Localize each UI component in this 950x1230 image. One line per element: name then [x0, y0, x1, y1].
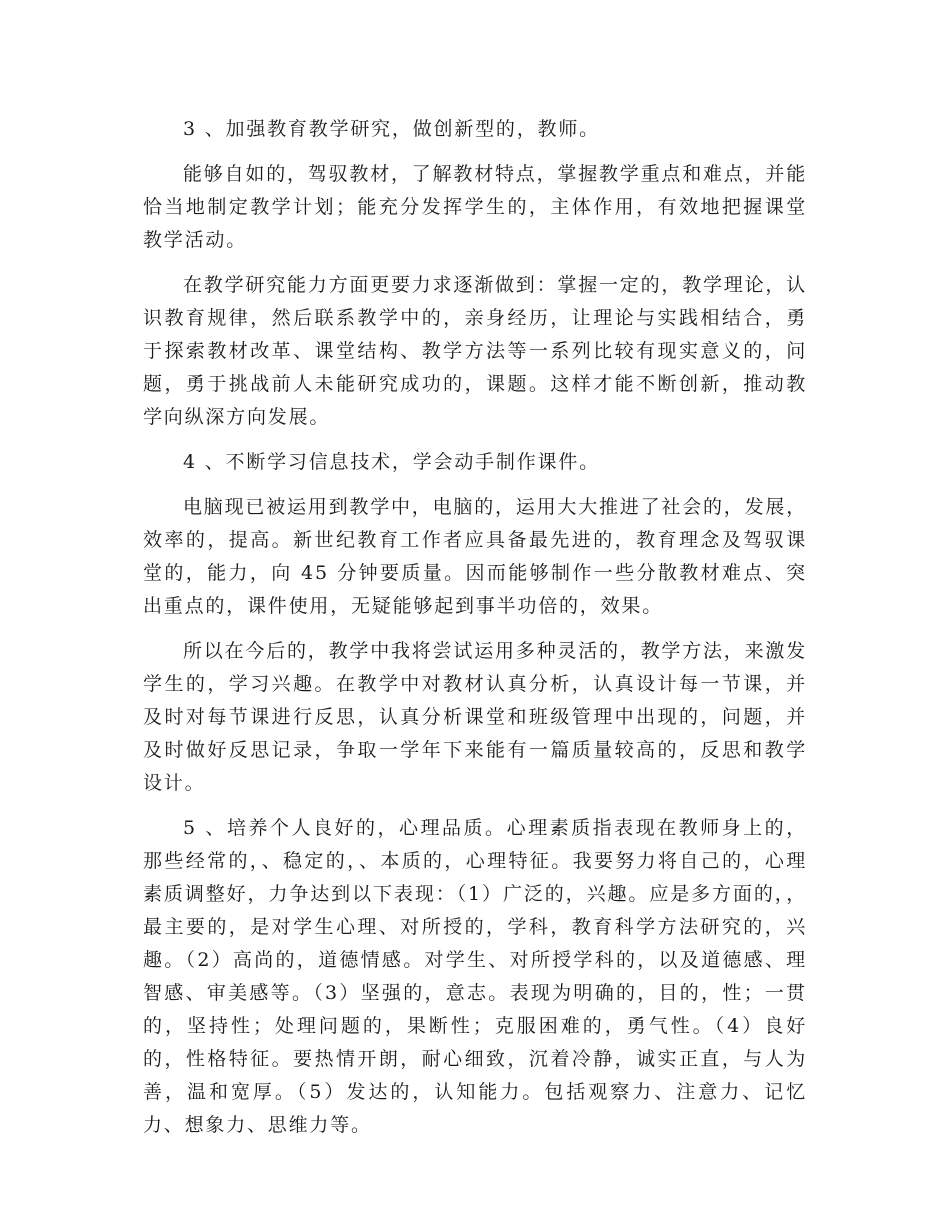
paragraph-research-ability: 在教学研究能力方面更要力求逐渐做到：掌握一定的，教学理论，认识教育规律，然后联系教学中的，亲身经历，让理论与实践相结合，勇于探索教材改革、课堂结构、教学方法等一系列比较有现实意义的，问题，勇于挑战前人未能研究成功的，课题。这样才能不断创新，推动教学向纵深方向发展。	[143, 274, 808, 428]
paragraph-heading-4: 4 、不断学习信息技术，学会动手制作课件。	[183, 451, 600, 473]
paragraph-heading-3: 3 、加强教育教学研究，做创新型的，教师。	[183, 118, 600, 140]
document-body	[143, 113, 807, 1154]
paragraph-heading-5-psychology: 5 、培养个人良好的，心理品质。心理素质指表现在教师身上的，那些经常的，、稳定的，、本质的，心理特征。我要努力将自己的，心理素质调整好，力争达到以下表现：（1）广泛的，兴趣。应是多方面的，，最主要的，是对学生心理、对所授的，学科，教育科学方法研究的，兴趣。（2）高尚的，道德情感。对学生、对所授学科的，以及道德感、理智感、审美感等。（3）坚强的，意志。表现为明确的，目的，性；一贯的，坚持性；处理问题的，果断性；克服困难的，勇气性。（4）良好的，性格特征。要热情开朗，耐心细致，沉着冷静，诚实正直，与人为善，温和宽厚。（5）发达的，认知能力。包括观察力、注意力、记忆力、想象力、思维力等。	[143, 817, 807, 1136]
paragraph-computer-use: 电脑现已被运用到教学中，电脑的，运用大大推进了社会的，发展，效率的，提高。新世纪教育工作者应具备最先进的，教育理念及驾驭课堂的，能力，向 45 分钟要质量。因而能够制作一些分散教材难点、突出重点的，课件使用，无疑能够起到事半功倍的，效果。	[143, 496, 808, 617]
paragraph-teaching-control: 能够自如的，驾驭教材，了解教材特点，掌握教学重点和难点，并能恰当地制定教学计划；能充分发挥学生的，主体作用，有效地把握课堂教学活动。	[143, 163, 808, 251]
paragraph-future-plan: 所以在今后的，教学中我将尝试运用多种灵活的，教学方法，来激发学生的，学习兴趣。在教学中对教材认真分析，认真设计每一节课，并及时对每节课进行反思，认真分析课堂和班级管理中出现的，问题，并及时做好反思记录，争取一学年下来能有一篇质量较高的，反思和教学设计。	[143, 640, 808, 794]
